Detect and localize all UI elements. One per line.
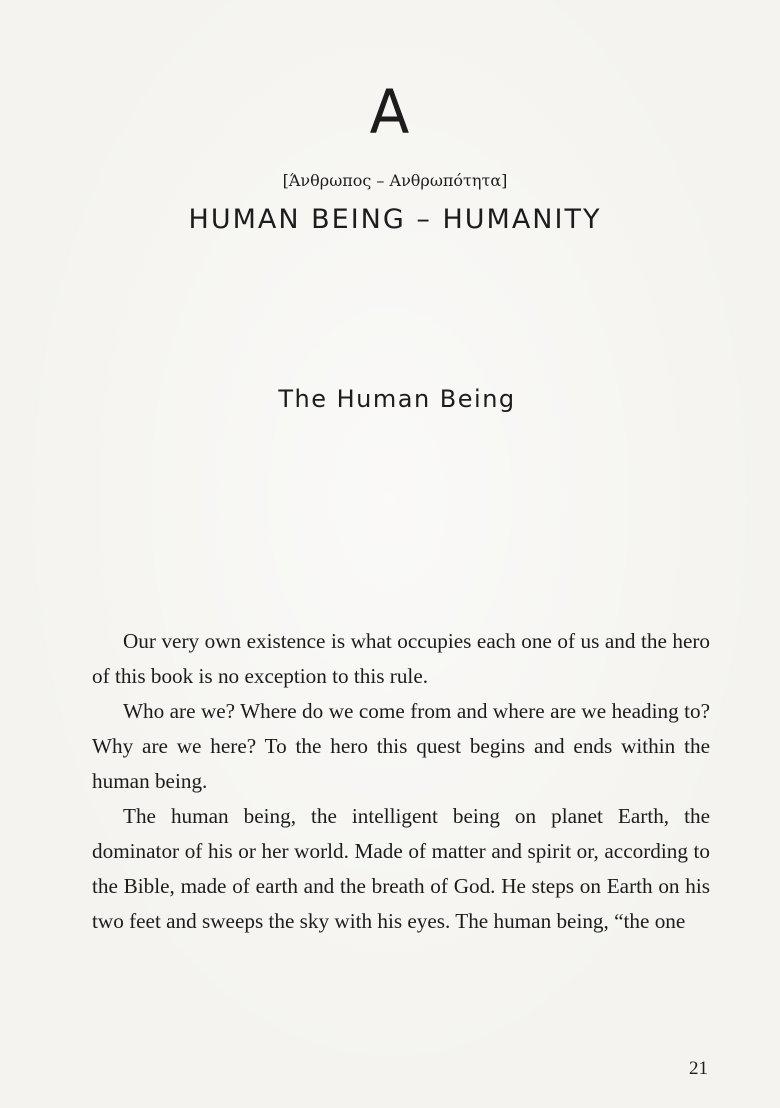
paragraph: Who are we? Where do we come from and where are we heading to? Why are we here? To the hero this quest begins and ends within the human being. xyxy=(92,699,710,793)
section-heading: The Human Being xyxy=(278,385,516,413)
body-text xyxy=(92,624,710,939)
chapter-greek-subtitle: [Άνθρωπος – Ανθρωπότητα] xyxy=(282,171,508,190)
paragraph: The human being, the intelligent being on planet Earth, the dominator of his or her world. Made of matter and spirit or, according to the Bible, made of earth and the breath of God. He steps on Earth on his two feet and sweeps the sky with his eyes. The human being, “the one xyxy=(92,804,710,933)
chapter-letter: A xyxy=(369,76,411,148)
chapter-title: HUMAN BEING – HUMANITY xyxy=(188,204,602,235)
paragraph: Our very own existence is what occupies each one of us and the hero of this book is no exception to this rule. xyxy=(92,629,710,688)
page-number: 21 xyxy=(689,1058,708,1079)
